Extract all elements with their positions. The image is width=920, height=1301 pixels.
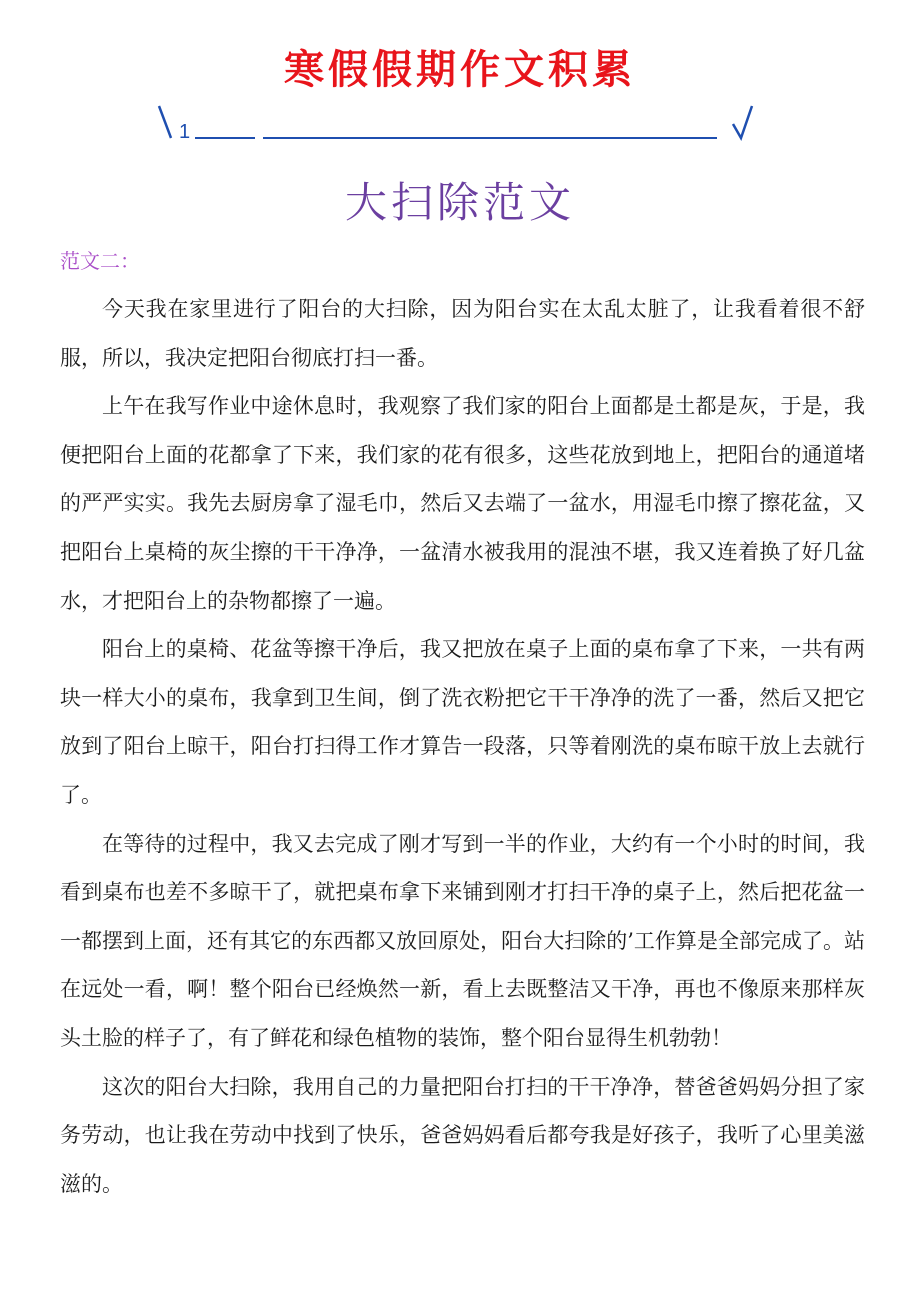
- paragraph: 上午在我写作业中途休息时，我观察了我们家的阳台上面都是土都是灰，于是，我便把阳台上面的花都拿了下来，我们家的花有很多，这些花放到地上，把阳台的通道堵的严严实实。我先去厨房拿了湿毛巾，然后又去端了一盆水，用湿毛巾擦了擦花盆，又把阳台上桌椅的灰尘擦的干干净净，一盆清水被我用的混浊不堪，我又连着换了好几盆水，才把阳台上的杂物都擦了一遍。: [60, 394, 865, 613]
- header-divider: [155, 100, 755, 150]
- section-label: 范文二：: [60, 249, 140, 273]
- header-title: 寒假假期作文积累: [284, 46, 636, 93]
- paragraph: 阳台上的桌椅、花盆等擦干净后，我又把放在桌子上面的桌布拿了下来，一共有两块一样大小的桌布，我拿到卫生间，倒了洗衣粉把它干干净净的洗了一番，然后又把它放到了阳台上晾干，阳台打扫得工作才算告一段落，只等着刚洗的桌布晾干放上去就行了。: [60, 637, 865, 807]
- paragraph: 这次的阳台大扫除，我用自己的力量把阳台打扫的干干净净，替爸爸妈妈分担了家务劳动，也让我在劳动中找到了快乐，爸爸妈妈看后都夸我是好孩子，我听了心里美滋滋的。: [60, 1074, 865, 1196]
- article-title: 大扫除范文: [344, 178, 575, 227]
- divider-left-slash: [159, 106, 171, 138]
- article-body: [60, 285, 865, 1208]
- paragraph: 在等待的过程中，我又去完成了刚才写到一半的作业，大约有一个小时的时间，我看到桌布也差不多晾干了，就把桌布拿下来铺到刚才打扫干净的桌子上，然后把花盆一一都摆到上面，还有其它的东西都又放回原处，阳台大扫除的’工作算是全部完成了。站在远处一看，啊！整个阳台已经焕然一新，看上去既整洁又干净，再也不像原来那样灰头土脸的样子了，有了鲜花和绿色植物的装饰，整个阳台显得生机勃勃！: [60, 831, 865, 1050]
- paragraph: 今天我在家里进行了阳台的大扫除，因为阳台实在太乱太脏了，让我看着很不舒服，所以，我决定把阳台彻底打扫一番。: [60, 297, 865, 370]
- divider-number: 1: [179, 121, 191, 143]
- divider-check-icon: [733, 106, 752, 138]
